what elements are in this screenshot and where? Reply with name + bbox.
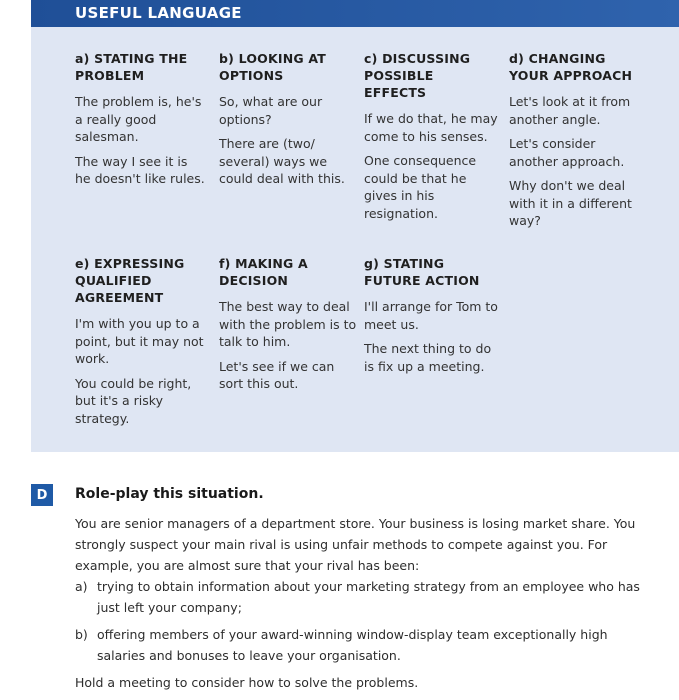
column-stating-problem: [75, 50, 205, 195]
phrase: You could be right, but it's a risky strategy.: [75, 375, 192, 426]
column-heading: a) STATING THE PROBLEM: [75, 51, 188, 83]
useful-language-title: USEFUL LANGUAGE: [75, 4, 242, 22]
column-changing-approach: [509, 50, 644, 237]
column-qualified-agreement: [75, 255, 205, 434]
column-heading: c) DISCUSSING POSSIBLE EFFECTS: [364, 51, 471, 100]
list-item: [75, 576, 650, 618]
column-heading: g) STATING FUTURE ACTION: [364, 256, 480, 288]
phrase: The best way to deal with the problem is to talk to him.: [219, 299, 357, 349]
phrase: If we do that, he may come to his senses.: [364, 111, 498, 144]
phrase: Let's see if we can sort this out.: [219, 358, 335, 391]
phrase: Let's consider another approach.: [509, 136, 625, 169]
roleplay-title: Role-play this situation.: [75, 486, 264, 502]
column-future-action: [364, 255, 499, 382]
column-looking-at-options: [219, 50, 359, 195]
column-heading: d) CHANGING YOUR APPROACH: [509, 51, 633, 83]
list-item: [75, 624, 650, 666]
phrase: Let's look at it from another angle.: [509, 94, 631, 127]
roleplay-body: [75, 513, 650, 693]
phrase: Why don't we deal with it in a different way?: [509, 178, 632, 228]
phrase: The problem is, he's a really good salesman.: [75, 94, 202, 144]
roleplay-intro: You are senior managers of a department store. Your business is losing market share. You strongly suspect your main rival is using unfair methods to compete against you. For example, you are almost sure that your rival has been:: [75, 516, 636, 573]
list-text: offering members of your award-winning window-display team exceptionally high salaries and bonuses to leave your organisation.: [97, 627, 608, 663]
section-d-badge: D: [31, 484, 53, 506]
column-discussing-effects: [364, 50, 499, 229]
column-heading: e) EXPRESSING QUALIFIED AGREEMENT: [75, 256, 185, 305]
list-text: trying to obtain information about your marketing strategy from an employee who has just left your company;: [97, 579, 640, 615]
column-heading: f) MAKING A DECISION: [219, 256, 308, 288]
list-label: a): [75, 579, 88, 594]
phrase: I'm with you up to a point, but it may not work.: [75, 316, 204, 366]
phrase: So, what are our options?: [219, 94, 323, 127]
phrase: The next thing to do is fix up a meeting.: [364, 341, 492, 374]
column-making-decision: [219, 255, 359, 400]
phrase: The way I see it is he doesn't like rules.: [75, 153, 205, 186]
phrase: There are (two/ several) ways we could deal with this.: [219, 136, 345, 186]
list-label: b): [75, 627, 88, 642]
column-heading: b) LOOKING AT OPTIONS: [219, 51, 327, 83]
phrase: I'll arrange for Tom to meet us.: [364, 299, 498, 332]
roleplay-closing: Hold a meeting to consider how to solve the problems.: [75, 675, 419, 690]
phrase: One consequence could be that he gives in his resignation.: [364, 153, 477, 221]
